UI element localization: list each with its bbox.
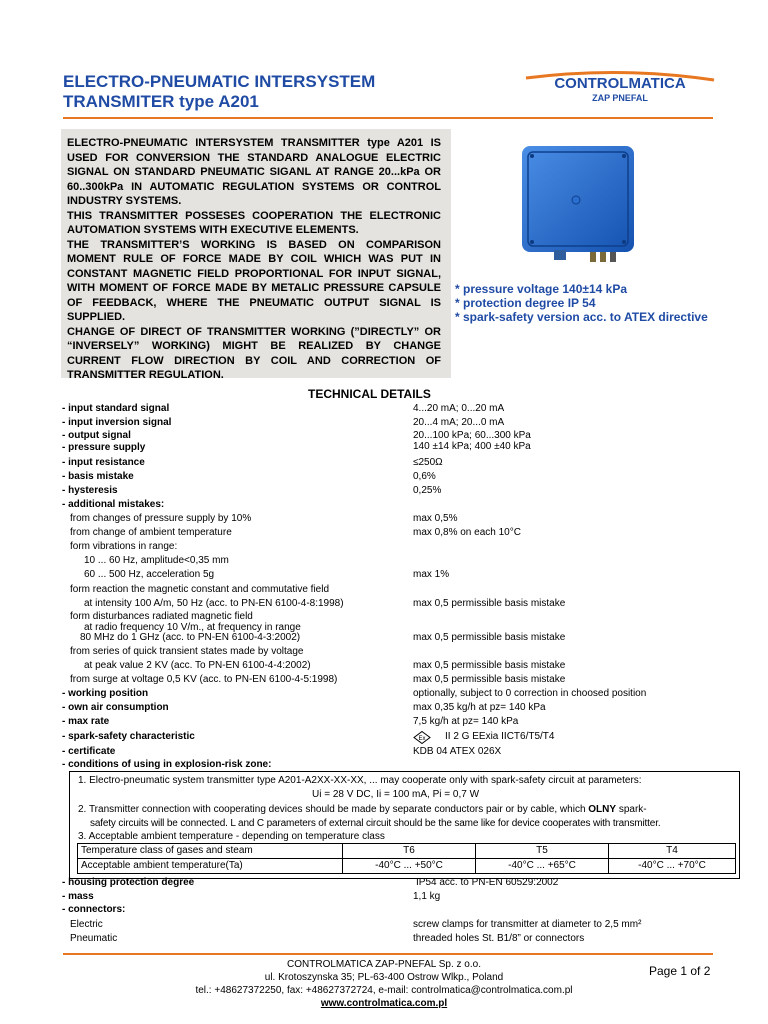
intro-paragraph: THE TRANSMITTER’S WORKING IS BASED ON COMPARISON MOMENT RULE OF FORCE MADE BY COIL WHICH WAS PUT IN CONSTANT MAGNETIC FIELD PROPORTIONAL FOR INPUT SIGNAL, WITH MOMENT OF FORCE MADE BY METALIC PRESSURE CAPSULE OF FEEDBACK, WHERE THE PNEUMATIC OUTPUT SIGNAL IS SUPPLIED. — [67, 238, 441, 323]
spec-label: - input resistance — [62, 457, 145, 468]
condition-2-continued: safety circuits will be connected. L and C parameters of external circuit should be the same like for device cooperates with transmitter. — [90, 818, 661, 829]
technical-details-heading: TECHNICAL DETAILS — [308, 387, 431, 401]
temperature-class-table — [77, 843, 736, 874]
footer-company: CONTROLMATICA ZAP-PNEFAL Sp. z o.o. — [287, 959, 481, 970]
footer-divider — [63, 953, 713, 955]
feature-bullets — [455, 282, 708, 324]
spec-label: - spark-safety characteristic — [62, 731, 195, 742]
spec-label: - basis mistake — [62, 471, 134, 482]
table-cell: -40°C ... +70°C — [609, 859, 736, 874]
logo-name: CONTROLMATICA — [554, 75, 686, 92]
spec-value: max 0,35 kg/h at pz= 140 kPa — [413, 702, 546, 713]
spec-label: Pneumatic — [70, 933, 118, 944]
footer-contact: tel.: +48627372250, fax: +48627372724, e-mail: controlmatica@controlmatica.com.pl — [195, 985, 573, 996]
spec-value: max 0,5% — [413, 513, 458, 524]
footer-address: ul. Krotoszynska 35; PL-63-400 Ostrow Wlkp., Poland — [264, 972, 504, 983]
spec-value: threaded holes St. B1/8” or connectors — [413, 933, 585, 944]
spec-value: ≤250Ω — [413, 457, 443, 468]
spec-label: 10 ... 60 Hz, amplitude<0,35 mm — [84, 555, 229, 566]
spec-label: - conditions of using in explosion-risk zone: — [62, 759, 272, 770]
spec-label: - own air consumption — [62, 702, 169, 713]
condition-2-emphasis: OLNY — [588, 804, 617, 815]
spec-label: - certificate — [62, 746, 116, 757]
condition-3: 3. Acceptable ambient temperature - depending on temperature class — [78, 831, 385, 842]
svg-text:Ex: Ex — [418, 736, 426, 742]
table-cell: Temperature class of gases and steam — [78, 844, 343, 859]
title-line-1: ELECTRO-PNEUMATIC INTERSYSTEM — [63, 72, 376, 91]
controlmatica-logo — [520, 70, 720, 104]
spec-label: - working position — [62, 688, 149, 699]
table-cell: T6 — [343, 844, 476, 859]
spec-value: max 0,5 permissible basis mistake — [413, 660, 566, 671]
spec-value: 1,1 kg — [413, 891, 441, 902]
spec-label: at radio frequency 10 V/m., at frequency in range — [84, 622, 301, 633]
spec-value: max 0,5 permissible basis mistake — [413, 598, 566, 609]
table-cell: T5 — [476, 844, 609, 859]
document-title — [63, 72, 375, 112]
condition-1: 1. Electro-pneumatic system transmitter type A201-A2XX-XX-XX, ... may cooperate only with spark-safety circuit at parameters: — [78, 775, 642, 786]
header-divider — [63, 117, 713, 119]
spec-label: 60 ... 500 Hz, acceleration 5g — [84, 569, 215, 580]
spec-label: - output signal — [62, 430, 131, 441]
spec-label: from change of ambient temperature — [70, 527, 232, 538]
spec-label: - max rate — [62, 716, 110, 727]
spec-value: max 0,5 permissible basis mistake — [413, 632, 566, 643]
spec-label: from changes of pressure supply by 10% — [70, 513, 252, 524]
spec-label: form disturbances radiated magnetic field — [70, 611, 253, 622]
spec-value: II 2 G EExia IICT6/T5/T4 — [445, 731, 555, 742]
spec-label: from series of quick transient states made by voltage — [70, 646, 304, 657]
spec-value: KDB 04 ATEX 026X — [413, 746, 502, 757]
spec-label: Electric — [70, 919, 103, 930]
spec-value: max 1% — [413, 569, 450, 580]
spec-label: - additional mistakes: — [62, 499, 165, 510]
feature-item: * pressure voltage 140±14 kPa — [455, 282, 628, 296]
transmitter-device-image — [514, 140, 646, 270]
title-line-2: TRANSMITER type A201 — [63, 92, 259, 111]
feature-item: * spark-safety version acc. to ATEX directive — [455, 310, 708, 324]
spec-value: 20...4 mA; 20...0 mA — [413, 417, 505, 428]
footer-website[interactable]: www.controlmatica.com.pl — [320, 998, 448, 1009]
spec-value: 4...20 mA; 0...20 mA — [413, 403, 505, 414]
spec-label: from surge at voltage 0,5 KV (acc. to PN-EN 6100-4-5:1998) — [70, 674, 338, 685]
feature-item: * protection degree IP 54 — [455, 296, 596, 310]
logo-subname: ZAP PNEFAL — [592, 93, 648, 103]
atex-ex-icon — [413, 731, 431, 744]
spec-value: optionally, subject to 0 correction in choosed position — [413, 688, 647, 699]
spec-label: form vibrations in range: — [70, 541, 178, 552]
spec-value: 140 ±14 kPa; 400 ±40 kPa — [413, 441, 531, 452]
spec-value: 20...100 kPa; 60...300 kPa — [413, 430, 531, 441]
table-cell: -40°C ... +50°C — [343, 859, 476, 874]
table-cell: -40°C ... +65°C — [476, 859, 609, 874]
atex-mark — [413, 731, 431, 744]
table-cell: T4 — [609, 844, 736, 859]
spec-label: - pressure supply — [62, 442, 146, 453]
spec-value: 7,5 kg/h at pz= 140 kPa — [413, 716, 519, 727]
intro-text — [67, 136, 441, 383]
condition-2 — [78, 804, 647, 815]
table-cell: Acceptable ambient temperature(Ta) — [78, 859, 343, 874]
spec-label: - input standard signal — [62, 403, 170, 414]
condition-2-text-end: spark- — [616, 804, 647, 815]
spec-label: 80 MHz do 1 GHz (acc. to PN-EN 6100-4-3:2002) — [80, 632, 301, 643]
spec-value: screw clamps for transmitter at diameter to 2,5 mm² — [413, 919, 642, 930]
spec-label: - connectors: — [62, 904, 126, 915]
intro-paragraph: THIS TRANSMITTER POSSESES COOPERATION THE ELECTRONIC AUTOMATION SYSTEMS WITH EXECUTIVE ELEMENTS. — [67, 209, 441, 236]
table-row — [78, 859, 736, 874]
spec-label: - hysteresis — [62, 485, 118, 496]
spec-label: at intensity 100 A/m, 50 Hz (acc. to PN-EN 6100-4-8:1998) — [84, 598, 344, 609]
spec-value: max 0,8% on each 10°C — [413, 527, 521, 538]
spec-label: - housing protection degree — [62, 877, 195, 888]
spec-value: IP54 acc. to PN-EN 60529:2002 — [416, 877, 559, 888]
intro-paragraph: ELECTRO-PNEUMATIC INTERSYSTEM TRANSMITTER type A201 IS USED FOR CONVERSION THE STANDARD ANALOGUE ELECTRIC SIGNAL ON STANDARD PNEUMATIC SIGANL AT RANGE 20...kPa OR 60..300kPa IN AUTOMATIC REGULATION SYSTEMS OR CONTROL INDUSTRY SYSTEMS. — [67, 137, 441, 207]
condition-2-text: 2. Transmitter connection with cooperating devices should be made by separate conductors pair or by cable, which — [78, 804, 589, 815]
condition-1-parameters: Ui = 28 V DC, Ii = 100 mA, Pi = 0,7 W — [312, 789, 480, 800]
table-row — [78, 844, 736, 859]
page-number: Page 1 of 2 — [649, 964, 711, 978]
intro-paragraph: CHANGE OF DIRECT OF TRANSMITTER WORKING (”DIRECTLY” OR “INVERSELY” WORKING) MIGHT BE REALIZED BY CHANGE CURRENT FLOW DIRECTION BY COIL AND CORRECTION OF TRANSMITTER REGULATION. — [67, 325, 441, 381]
spec-label: - input inversion signal — [62, 417, 172, 428]
spec-value: 0,25% — [413, 485, 442, 496]
spec-value: 0,6% — [413, 471, 436, 482]
spec-label: at peak value 2 KV (acc. To PN-EN 6100-4-4:2002) — [84, 660, 311, 671]
spec-label: - mass — [62, 891, 94, 902]
spec-label: form reaction the magnetic constant and commutative field — [70, 584, 330, 595]
spec-value: max 0,5 permissible basis mistake — [413, 674, 566, 685]
